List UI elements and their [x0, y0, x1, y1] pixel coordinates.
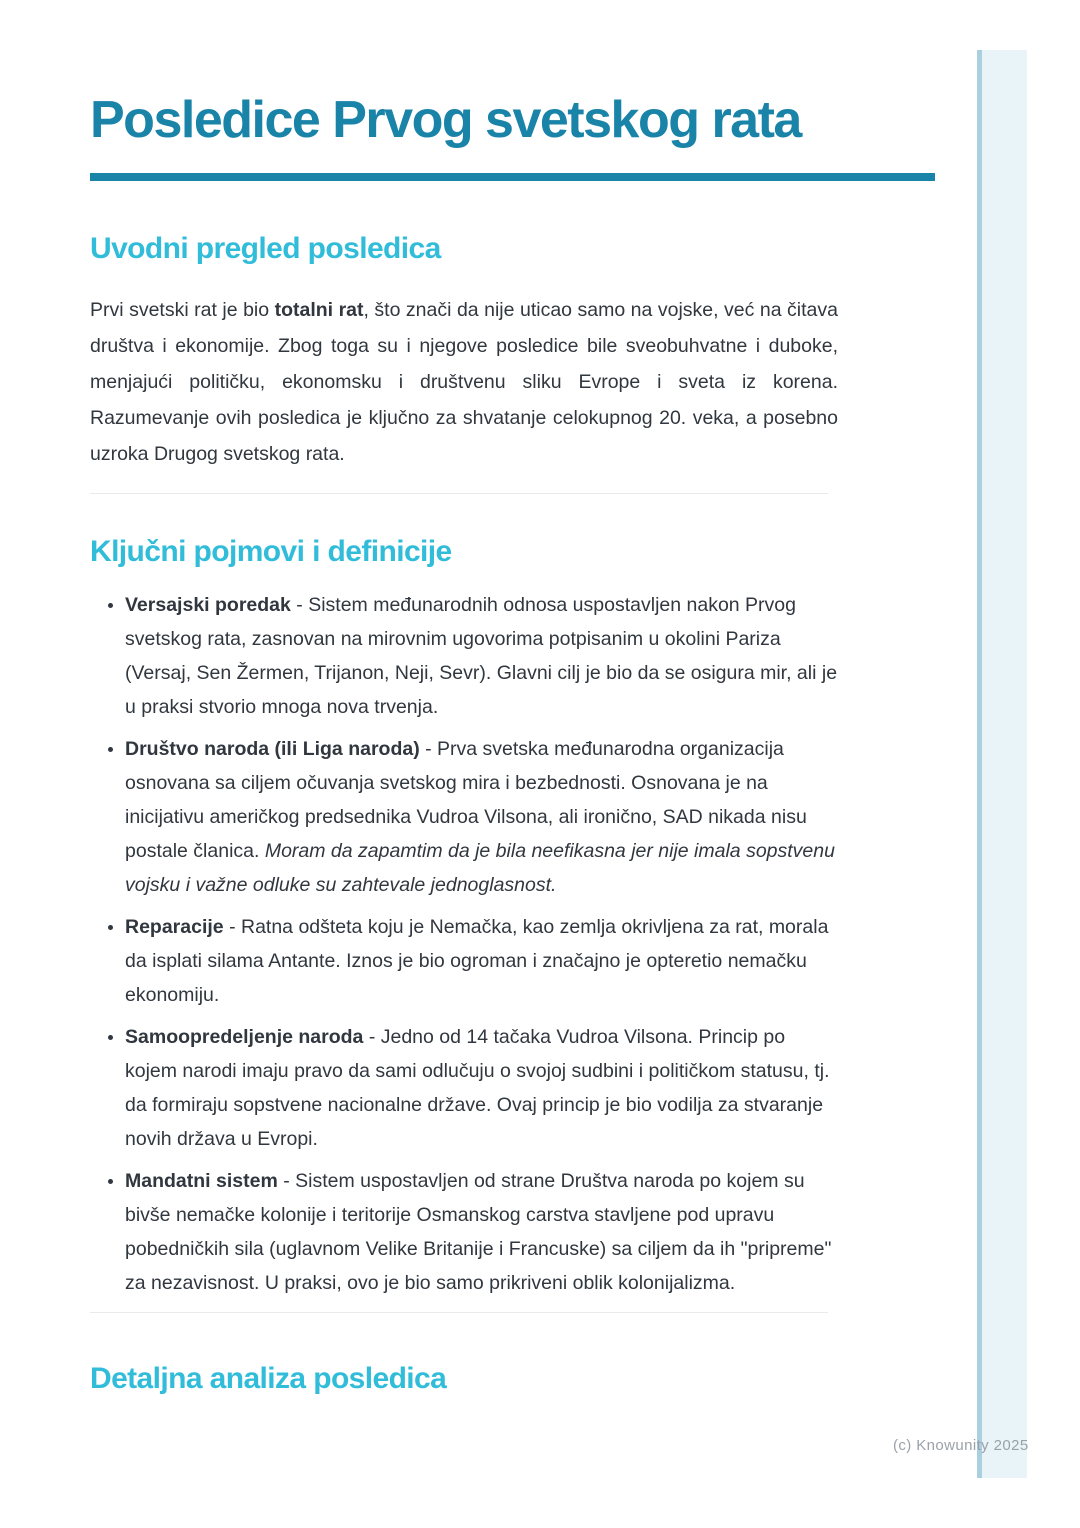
- term-item: [125, 588, 838, 724]
- term-definition: - Prva svetska međunarodna organizacija osnovana sa ciljem očuvanja svetskog mira i bezbednosti. Osnovana je na inicijativu američkog predsednika Vudroa Vilsona, ali ironično, SAD nikada nisu postale članica.: [125, 738, 807, 863]
- intro-paragraph: [90, 292, 838, 472]
- section-key-terms: [90, 534, 838, 1300]
- term-item: [125, 910, 838, 1012]
- document-page: [90, 0, 838, 1397]
- title-underline: [90, 173, 935, 181]
- section-detailed-analysis: [90, 1361, 838, 1397]
- term-label: Mandatni sistem: [125, 1170, 278, 1193]
- term-definition: - Jedno od 14 tačaka Vudroa Vilsona. Princip po kojem narodi imaju pravo da sami odlučuju o svojoj sudbini i političkom statusu, tj. da formiraju sopstvene nacionalne države. Ovaj princip je bio vodilja za stvaranje novih država u Evropi.: [125, 1026, 830, 1151]
- term-definition: - Sistem međunarodnih odnosa uspostavljen nakon Prvog svetskog rata, zasnovan na mirovnim ugovorima potpisanim u okolini Pariza (Versaj, Sen Žermen, Trijanon, Neji, Sevr). Glavni cilj je bio da se osigura mir, ali je u praksi stvorio mnoga nova trvenja.: [125, 594, 838, 719]
- term-definition: - Sistem uspostavljen od strane Društva naroda po kojem su bivše nemačke kolonije i teritorije Osmanskog carstva stavljene pod upravu pobedničkih sila (uglavnom Velike Britanije i Francuske) sa ciljem da ih "pripreme" za nezavisnost. U praksi, ovo je bio samo prikriveni oblik kolonijalizma.: [125, 1170, 832, 1295]
- term-definition: - Ratna odšteta koju je Nemačka, kao zemlja okrivljena za rat, morala da isplati silama Antante. Iznos je bio ogroman i značajno je opteretio nemačku ekonomiju.: [125, 916, 829, 1007]
- analysis-section-heading: Detaljna analiza posledica: [90, 1362, 447, 1396]
- term-label: Društvo naroda (ili Liga naroda): [125, 738, 420, 761]
- section-divider: [90, 493, 828, 494]
- section-intro: [90, 231, 838, 472]
- intro-bold-term: totalni rat: [274, 299, 364, 322]
- section-divider: [90, 1312, 828, 1313]
- term-label: Reparacije: [125, 916, 224, 939]
- key-terms-section-heading: Ključni pojmovi i definicije: [90, 535, 452, 569]
- term-item: [125, 732, 838, 902]
- term-label: Versajski poredak: [125, 594, 291, 617]
- intro-lead-text: Prvi svetski rat je bio: [90, 299, 275, 322]
- page-title: Posledice Prvog svetskog rata: [90, 91, 801, 149]
- intro-rest-text: , što znači da nije uticao samo na vojske, već na čitava društva i ekonomije. Zbog toga su i njegove posledice bile sveobuhvatne i duboke, menjajući političku, ekonomsku i društvenu sliku Evrope i sveta iz korena. Razumevanje ovih posledica je ključno za shvatanje celokupnog 20. veka, a posebno uzroka Drugog svetskog rata.: [90, 299, 838, 466]
- right-accent-bar: [977, 50, 1027, 1478]
- intro-section-heading: Uvodni pregled posledica: [90, 232, 441, 266]
- term-note: Moram da zapamtim da je bila neefikasna jer nije imala sopstvenu vojsku i važne odluke su zahtevale jednoglasnost.: [125, 840, 835, 897]
- term-item: [125, 1164, 838, 1300]
- copyright-watermark: (c) Knowunity 2025: [893, 1437, 1029, 1454]
- term-item: [125, 1020, 838, 1156]
- term-label: Samoopredeljenje naroda: [125, 1026, 364, 1049]
- term-list: [90, 588, 838, 1300]
